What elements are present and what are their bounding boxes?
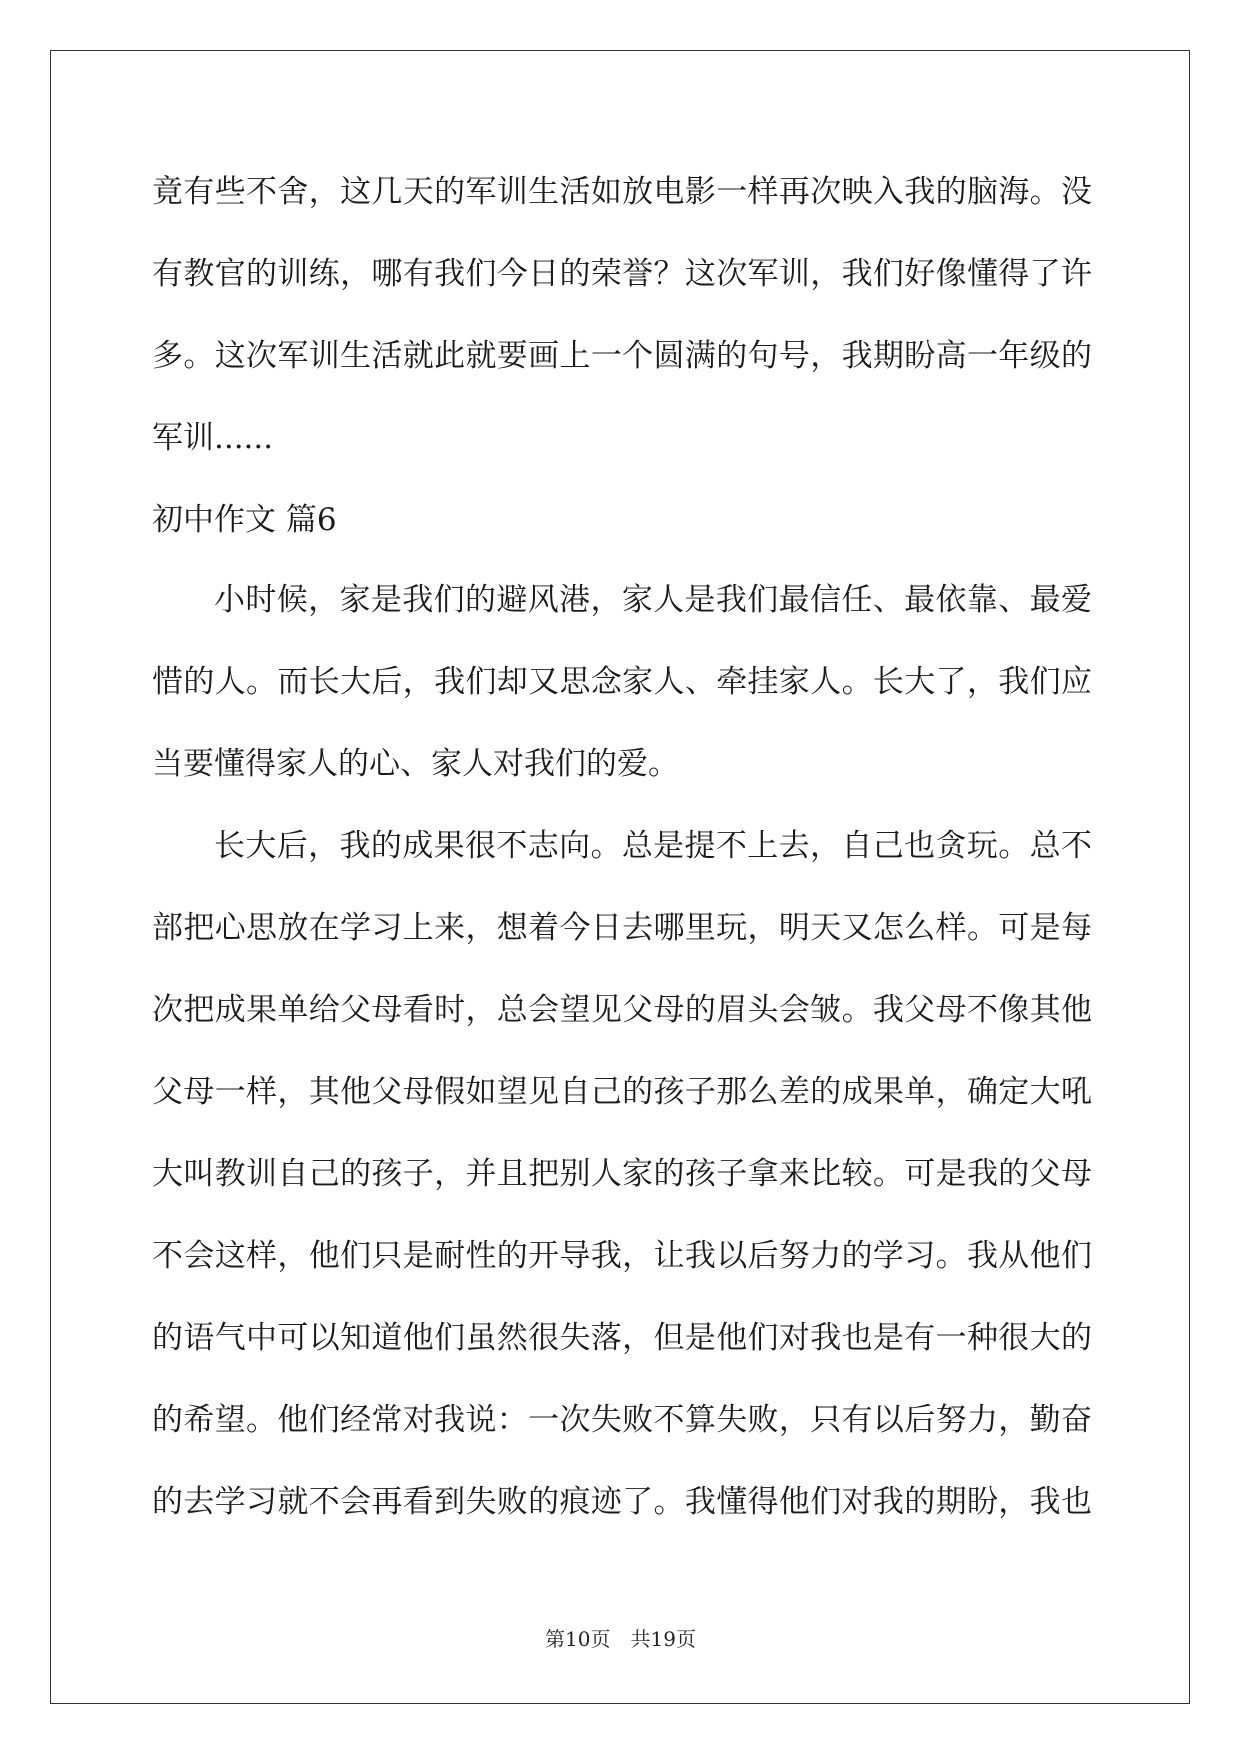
page-number: 第10页 共19页 [545,1627,696,1651]
text-line: 当要懂得家人的心、家人对我们的爱。 [152,746,679,782]
text-line: 长大后，我的成果很不志向。总是提不上去，自己也贪玩。总不 [214,828,1092,864]
text-line: 军训...... [152,420,274,456]
text-line: 惜的人。而长大后，我们却又思念家人、牵挂家人。长大了，我们应 [152,664,1092,700]
page-border [50,50,1190,1704]
text-line: 不会这样，他们只是耐性的开导我，让我以后努力的学习。我从他们 [152,1238,1092,1274]
section-heading: 初中作文 篇6 [152,502,337,538]
text-line: 的去学习就不会再看到失败的痕迹了。我懂得他们对我的期盼，我也 [152,1484,1092,1520]
text-line: 部把心思放在学习上来，想着今日去哪里玩，明天又怎么样。可是每 [152,910,1092,946]
text-line: 次把成果单给父母看时，总会望见父母的眉头会皱。我父母不像其他 [152,992,1092,1028]
text-line: 有教官的训练，哪有我们今日的荣誉？这次军训，我们好像懂得了许 [152,256,1092,292]
text-line: 多。这次军训生活就此就要画上一个圆满的句号，我期盼高一年级的 [152,338,1092,374]
text-line: 的希望。他们经常对我说：一次失败不算失败，只有以后努力，勤奋 [152,1402,1092,1438]
text-line: 父母一样，其他父母假如望见自己的孩子那么差的成果单，确定大吼 [152,1074,1092,1110]
text-line: 大叫教训自己的孩子，并且把别人家的孩子拿来比较。可是我的父母 [152,1156,1092,1192]
text-line: 竟有些不舍，这几天的军训生活如放电影一样再次映入我的脑海。没 [152,174,1092,210]
text-line: 小时候，家是我们的避风港，家人是我们最信任、最依靠、最爱 [214,582,1092,618]
text-line: 的语气中可以知道他们虽然很失落，但是他们对我也是有一种很大的 [152,1320,1092,1356]
